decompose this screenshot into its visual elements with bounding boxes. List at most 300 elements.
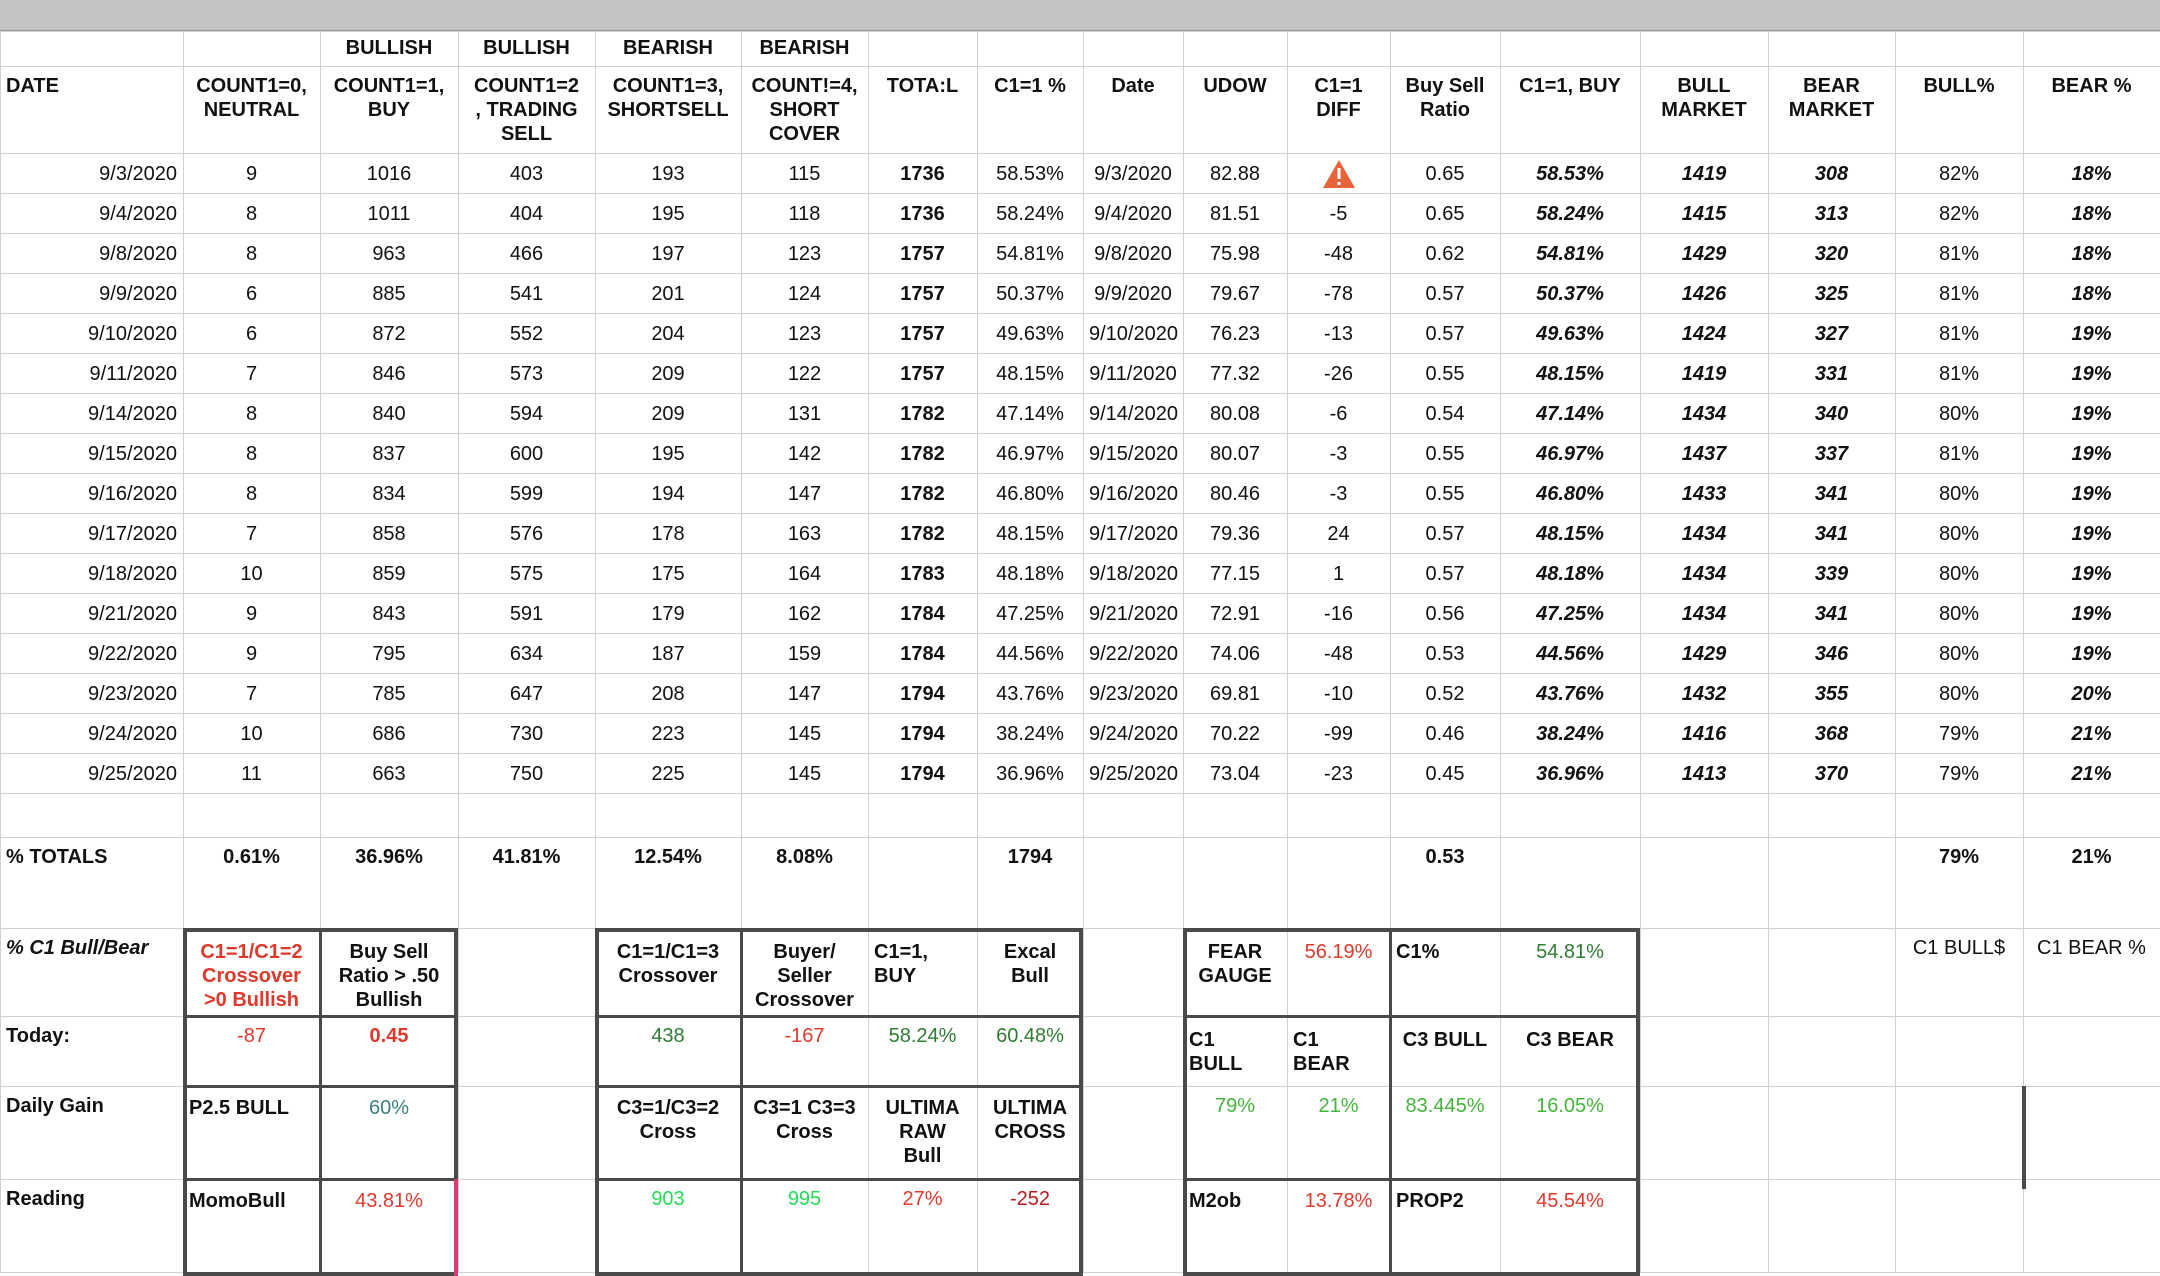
data-cell[interactable]: 1782 [900,403,945,425]
date-cell[interactable]: 9/14/2020 [88,403,177,425]
c3bull-value: 83.445% [1405,1095,1485,1117]
data-cell[interactable]: 80% [1938,523,1980,545]
data-cell[interactable]: 1784 [900,643,945,665]
data-cell[interactable]: 1736 [900,163,945,185]
data-cell[interactable]: 147 [787,683,822,705]
data-cell[interactable]: 9 [245,163,258,185]
data-cell[interactable]: 19% [2071,603,2112,625]
data-cell[interactable]: 859 [372,563,406,585]
data-cell[interactable]: 73.04 [1209,763,1261,785]
data-cell[interactable]: 599 [509,483,544,505]
data-cell[interactable]: 1419 [1681,363,1727,385]
data-cell[interactable]: 164 [787,563,822,585]
data-cell[interactable]: 404 [509,203,544,225]
date-cell[interactable]: 9/18/2020 [88,563,177,585]
data-cell[interactable]: 44.56% [996,643,1064,665]
data-cell[interactable]: 1794 [900,723,945,745]
date-cell[interactable]: 9/3/2020 [99,163,177,185]
data-cell[interactable]: 80% [1938,403,1980,425]
data-cell[interactable]: 9/15/2020 [1089,443,1178,465]
data-cell[interactable]: -78 [1324,283,1353,305]
data-cell[interactable]: 0.55 [1425,363,1465,385]
data-cell[interactable]: 18% [2071,243,2112,265]
data-cell[interactable]: -48 [1324,643,1353,665]
data-cell[interactable]: 9/3/2020 [1094,163,1172,185]
date-cell[interactable]: 9/23/2020 [88,683,177,705]
data-cell[interactable]: 9/14/2020 [1089,403,1178,425]
data-cell[interactable]: 8 [245,483,258,505]
data-cell[interactable]: 74.06 [1209,643,1261,665]
data-cell[interactable]: -3 [1329,443,1348,465]
data-cell[interactable]: 9/16/2020 [1089,483,1178,505]
data-cell[interactable]: 209 [651,403,685,425]
data-cell[interactable]: 9/11/2020 [1089,363,1177,385]
data-cell[interactable]: 76.23 [1209,323,1261,345]
data-cell[interactable]: 600 [509,443,544,465]
date-cell[interactable]: 9/9/2020 [99,283,177,305]
data-cell[interactable]: -99 [1324,723,1353,745]
data-cell[interactable]: 594 [509,403,544,425]
data-cell[interactable]: -10 [1324,683,1353,705]
data-cell[interactable]: 1011 [367,203,411,225]
data-cell[interactable]: 1782 [900,523,945,545]
data-cell[interactable]: 1794 [900,683,945,705]
column-header: BEAR MARKET [1788,75,1875,121]
data-cell[interactable]: 43.76% [1536,683,1604,705]
data-cell[interactable]: 50.37% [996,283,1064,305]
data-cell[interactable]: 541 [509,283,544,305]
data-cell[interactable]: 38.24% [996,723,1064,745]
data-cell[interactable]: 573 [509,363,544,385]
data-cell[interactable]: 131 [787,403,822,425]
data-cell[interactable]: 19% [2071,563,2112,585]
data-cell[interactable]: 1433 [1681,483,1727,505]
data-cell[interactable]: 846 [372,363,406,385]
data-cell[interactable]: 19% [2071,523,2112,545]
data-cell[interactable]: 46.80% [996,483,1064,505]
grid-hline [0,593,2160,594]
data-cell[interactable]: 325 [1814,283,1849,305]
data-cell[interactable]: 46.97% [996,443,1064,465]
grid-hline [0,513,2160,514]
data-cell[interactable]: 795 [372,643,406,665]
date-cell[interactable]: 9/8/2020 [99,243,177,265]
data-cell[interactable]: 18% [2071,203,2112,225]
data-cell[interactable]: 43.76% [996,683,1064,705]
data-cell[interactable]: 48.15% [996,523,1064,545]
data-cell[interactable]: 48.15% [1536,363,1604,385]
data-cell[interactable]: -5 [1329,203,1348,225]
data-cell[interactable]: 370 [1814,763,1849,785]
data-cell[interactable]: 80.46 [1209,483,1261,505]
data-cell[interactable]: 1736 [900,203,945,225]
data-cell[interactable]: 79% [1938,723,1980,745]
data-cell[interactable]: 142 [787,443,822,465]
data-cell[interactable]: 80% [1938,643,1980,665]
p25-label: P2.5 BULL [189,1097,290,1119]
data-cell[interactable]: 46.80% [1536,483,1604,505]
data-cell[interactable]: 1424 [1681,323,1727,345]
c3cross3-value: 995 [787,1188,822,1210]
data-cell[interactable]: 0.54 [1425,403,1465,425]
data-cell[interactable]: 1016 [366,163,412,185]
data-cell[interactable]: 1434 [1681,403,1727,425]
data-cell[interactable]: 80% [1938,603,1980,625]
data-cell[interactable]: 1419 [1681,163,1727,185]
data-cell[interactable]: 750 [509,763,544,785]
data-cell[interactable]: 81% [1938,443,1980,465]
data-cell[interactable]: 48.18% [1536,563,1604,585]
data-cell[interactable]: 75.98 [1209,243,1261,265]
data-cell[interactable]: 80% [1938,683,1980,705]
date-cell[interactable]: 9/25/2020 [88,763,177,785]
column-header: COUNT1=3, SHORTSELL [607,75,729,121]
ucross-label: ULTIMA CROSS [992,1097,1068,1143]
data-cell[interactable]: 124 [787,283,822,305]
data-cell[interactable]: 49.63% [1536,323,1604,345]
data-cell[interactable]: 79.36 [1209,523,1261,545]
data-cell[interactable]: 8 [245,203,258,225]
date-cell[interactable]: 9/10/2020 [88,323,177,345]
data-cell[interactable]: 1794 [900,763,945,785]
data-cell[interactable]: 0.55 [1425,483,1465,505]
grid-hline [0,433,2160,434]
data-cell[interactable]: 0.45 [1425,763,1465,785]
data-cell[interactable]: 0.57 [1425,283,1465,305]
data-cell[interactable]: 647 [509,683,544,705]
data-cell[interactable]: 1 [1332,563,1345,585]
data-cell[interactable]: 175 [651,563,685,585]
data-cell[interactable]: 193 [651,163,685,185]
c3cross2-value: 903 [651,1188,685,1210]
date-cell[interactable]: 9/22/2020 [88,643,177,665]
data-cell[interactable]: 80% [1938,483,1980,505]
data-cell[interactable]: 9 [245,603,258,625]
data-cell[interactable]: 963 [372,243,406,265]
data-cell[interactable]: 843 [372,603,406,625]
data-cell[interactable]: 9/21/2020 [1089,603,1178,625]
grid-hline [0,31,2160,32]
c3cross3-label: C3=1 C3=3 Cross [753,1097,856,1143]
data-cell[interactable]: 19% [2071,403,2112,425]
data-cell[interactable]: 466 [509,243,544,265]
date-cell[interactable]: 9/11/2020 [89,363,177,385]
c1bear-label: C1 BEAR [1293,1029,1350,1075]
data-cell[interactable]: 576 [509,523,544,545]
data-cell[interactable]: 591 [509,603,544,625]
data-cell[interactable]: 340 [1814,403,1849,425]
data-cell[interactable]: 19% [2071,483,2112,505]
data-cell[interactable]: 82% [1938,163,1980,185]
data-cell[interactable]: 123 [787,323,822,345]
data-cell[interactable]: 145 [787,763,822,785]
data-cell[interactable]: 80% [1938,563,1980,585]
data-cell[interactable]: 1416 [1681,723,1727,745]
c1buy-label: C1=1, BUY [874,941,928,987]
data-cell[interactable]: 11 [241,763,262,785]
date-cell[interactable]: 9/24/2020 [88,723,177,745]
data-cell[interactable]: 7 [245,523,258,545]
data-cell[interactable]: 178 [651,523,685,545]
data-cell[interactable]: 162 [787,603,822,625]
date-cell[interactable]: 9/15/2020 [88,443,177,465]
data-cell[interactable]: 6 [245,283,258,305]
data-cell[interactable]: 9/25/2020 [1089,763,1178,785]
data-cell[interactable]: 115 [788,163,821,185]
data-cell[interactable]: 0.57 [1425,563,1465,585]
data-cell[interactable]: 118 [788,203,821,225]
data-cell[interactable]: 9/4/2020 [1094,203,1172,225]
data-cell[interactable]: 204 [651,323,685,345]
column-header: Buy Sell Ratio [1405,75,1485,121]
data-cell[interactable]: 575 [509,563,544,585]
data-cell[interactable]: 0.65 [1425,203,1465,225]
data-cell[interactable]: 19% [2071,443,2112,465]
data-cell[interactable]: 159 [787,643,822,665]
data-cell[interactable]: 47.25% [996,603,1064,625]
c1bull-value: 79% [1214,1095,1256,1117]
data-cell[interactable]: -16 [1324,603,1353,625]
data-cell[interactable]: 1757 [900,323,945,345]
buyer-value: -167 [784,1025,825,1047]
data-cell[interactable]: 145 [787,723,822,745]
data-cell[interactable]: 341 [1814,603,1849,625]
data-cell[interactable]: 1784 [900,603,945,625]
data-cell[interactable]: 79.67 [1209,283,1261,305]
section-header: BULLISH [345,37,433,59]
c1-bull-dollar-label: C1 BULL$ [1912,937,2006,959]
data-cell[interactable]: 36.96% [1536,763,1604,785]
data-cell[interactable]: 840 [372,403,406,425]
data-cell[interactable]: 48.15% [996,363,1064,385]
data-cell[interactable]: 72.91 [1209,603,1261,625]
data-cell[interactable]: 313 [1814,203,1849,225]
data-cell[interactable]: 346 [1814,643,1849,665]
data-cell[interactable]: -48 [1324,243,1353,265]
data-cell[interactable]: 69.81 [1209,683,1261,705]
totals-c1-pct: 1794 [1007,846,1053,868]
data-cell[interactable]: 19% [2071,323,2112,345]
data-cell[interactable]: 1434 [1681,563,1727,585]
data-cell[interactable]: 341 [1814,523,1849,545]
data-cell[interactable]: 24 [1327,523,1350,545]
data-cell[interactable]: 81% [1938,323,1980,345]
data-cell[interactable]: 223 [651,723,685,745]
data-cell[interactable]: -3 [1329,483,1348,505]
data-cell[interactable]: 194 [651,483,685,505]
data-cell[interactable]: 785 [372,683,406,705]
data-cell[interactable]: 0.55 [1425,443,1465,465]
data-cell[interactable]: 1429 [1681,243,1727,265]
data-cell[interactable]: 81.51 [1209,203,1261,225]
data-cell[interactable]: 201 [651,283,685,305]
data-cell[interactable]: 48.15% [1536,523,1604,545]
data-cell[interactable]: 1757 [900,283,945,305]
data-cell[interactable]: 1426 [1681,283,1727,305]
data-cell[interactable]: 163 [787,523,822,545]
data-cell[interactable]: -13 [1324,323,1353,345]
data-cell[interactable]: 858 [372,523,406,545]
indicator-box-2 [595,1272,1083,1276]
data-cell[interactable]: 38.24% [1536,723,1604,745]
data-cell[interactable]: 81% [1938,363,1980,385]
data-cell[interactable]: 20% [2071,683,2112,705]
data-cell[interactable]: 19% [2071,643,2112,665]
data-cell[interactable]: 1757 [900,363,945,385]
data-cell[interactable]: 18% [2071,283,2112,305]
data-cell[interactable]: 147 [787,483,822,505]
data-cell[interactable]: 0.57 [1425,323,1465,345]
data-cell[interactable]: -6 [1329,403,1348,425]
data-cell[interactable]: 58.53% [1536,163,1604,185]
data-cell[interactable]: 7 [245,683,258,705]
data-cell[interactable]: 1434 [1681,523,1727,545]
data-cell[interactable]: 0.52 [1425,683,1465,705]
data-cell[interactable]: 10 [240,563,263,585]
data-cell[interactable]: 80.07 [1209,443,1261,465]
data-cell[interactable]: 9/24/2020 [1089,723,1178,745]
data-cell[interactable]: 686 [372,723,406,745]
data-cell[interactable]: 179 [651,603,685,625]
data-cell[interactable]: 8 [245,443,258,465]
data-cell[interactable]: 44.56% [1536,643,1604,665]
data-cell[interactable]: 58.24% [996,203,1064,225]
data-cell[interactable]: 339 [1814,563,1849,585]
data-cell[interactable]: 9/10/2020 [1089,323,1178,345]
date-cell[interactable]: 9/17/2020 [88,523,177,545]
data-cell[interactable]: 0.57 [1425,523,1465,545]
data-cell[interactable]: 58.24% [1536,203,1604,225]
data-cell[interactable]: 8 [245,403,258,425]
data-cell[interactable]: 0.53 [1425,643,1465,665]
data-cell[interactable]: 9/8/2020 [1094,243,1172,265]
data-cell[interactable]: 885 [372,283,406,305]
data-cell[interactable]: 36.96% [996,763,1064,785]
data-cell[interactable]: 77.32 [1209,363,1261,385]
data-cell[interactable]: 58.53% [996,163,1064,185]
data-cell[interactable]: 81% [1938,243,1980,265]
totals-label: % TOTALS [6,846,108,868]
data-cell[interactable]: 1757 [900,243,945,265]
data-cell[interactable]: 308 [1814,163,1849,185]
data-cell[interactable]: 195 [651,443,685,465]
data-cell[interactable]: 7 [245,363,258,385]
data-cell[interactable]: 195 [651,203,685,225]
date-cell[interactable]: 9/16/2020 [88,483,177,505]
data-cell[interactable]: 834 [372,483,406,505]
data-cell[interactable]: 123 [787,243,822,265]
date-cell[interactable]: 9/21/2020 [88,603,177,625]
data-cell[interactable]: 9/23/2020 [1089,683,1178,705]
data-cell[interactable]: 47.14% [1536,403,1604,425]
data-cell[interactable]: 1413 [1681,763,1727,785]
data-cell[interactable]: 337 [1814,443,1849,465]
data-cell[interactable]: 837 [372,443,406,465]
data-cell[interactable]: 634 [509,643,544,665]
data-cell[interactable]: 50.37% [1536,283,1604,305]
data-cell[interactable]: 552 [509,323,544,345]
data-cell[interactable]: 8 [245,243,258,265]
c1bear-value: 21% [1318,1095,1359,1117]
data-cell[interactable]: 331 [1814,363,1849,385]
data-cell[interactable]: 341 [1814,483,1849,505]
data-cell[interactable]: 320 [1814,243,1849,265]
data-cell[interactable]: 54.81% [996,243,1064,265]
data-cell[interactable]: 368 [1814,723,1849,745]
data-cell[interactable]: 1434 [1681,603,1727,625]
data-cell[interactable]: 54.81% [1536,243,1604,265]
data-cell[interactable]: 187 [651,643,685,665]
data-cell[interactable]: 403 [509,163,544,185]
data-cell[interactable]: -23 [1324,763,1353,785]
data-cell[interactable]: 47.14% [996,403,1064,425]
data-cell[interactable]: 6 [245,323,258,345]
data-cell[interactable]: 9/22/2020 [1089,643,1178,665]
data-cell[interactable]: 81% [1938,283,1980,305]
data-cell[interactable]: 355 [1814,683,1849,705]
data-cell[interactable]: 21% [2071,723,2112,745]
data-cell[interactable]: 82% [1938,203,1980,225]
data-cell[interactable]: 9/9/2020 [1094,283,1172,305]
data-cell[interactable]: 1415 [1681,203,1727,225]
data-cell[interactable]: 1429 [1681,643,1727,665]
data-cell[interactable]: 0.62 [1425,243,1465,265]
data-cell[interactable]: 209 [651,363,685,385]
grid-hline [0,153,2160,154]
data-cell[interactable]: -26 [1324,363,1353,385]
data-cell[interactable]: 0.46 [1425,723,1465,745]
data-cell[interactable]: 82.88 [1209,163,1261,185]
data-cell[interactable]: 1432 [1681,683,1727,705]
data-cell[interactable]: 77.15 [1209,563,1261,585]
data-cell[interactable]: 0.56 [1425,603,1465,625]
data-cell[interactable]: 21% [2071,763,2112,785]
data-cell[interactable]: 1782 [900,443,945,465]
data-cell[interactable]: 49.63% [996,323,1064,345]
data-cell[interactable]: 46.97% [1536,443,1604,465]
data-cell[interactable]: 10 [240,723,263,745]
data-cell[interactable]: 70.22 [1209,723,1261,745]
data-cell[interactable]: 79% [1938,763,1980,785]
data-cell[interactable]: 327 [1814,323,1849,345]
data-cell[interactable]: 122 [787,363,822,385]
data-cell[interactable]: 197 [651,243,685,265]
data-cell[interactable]: 1783 [900,563,945,585]
grid-hline [0,633,2160,634]
data-cell[interactable]: 208 [651,683,685,705]
data-cell[interactable]: 872 [372,323,406,345]
section-header: BEARISH [622,37,713,59]
data-cell[interactable]: 1437 [1681,443,1727,465]
date-cell[interactable]: 9/4/2020 [99,203,177,225]
data-cell[interactable]: 730 [509,723,544,745]
data-cell[interactable]: 1782 [900,483,945,505]
data-cell[interactable]: 18% [2071,163,2112,185]
data-cell[interactable]: 0.65 [1425,163,1465,185]
data-cell[interactable]: 9/18/2020 [1089,563,1178,585]
column-header: BULL MARKET [1661,75,1747,121]
data-cell[interactable]: 19% [2071,363,2112,385]
excal-value: 60.48% [996,1025,1064,1047]
data-cell[interactable]: 663 [372,763,406,785]
data-cell[interactable]: 225 [651,763,685,785]
data-cell[interactable]: 9/17/2020 [1089,523,1178,545]
data-cell[interactable]: 80.08 [1209,403,1261,425]
column-header: DATE [6,75,59,97]
data-cell[interactable]: 9 [245,643,258,665]
data-cell[interactable]: 48.18% [996,563,1064,585]
data-cell[interactable]: 47.25% [1536,603,1604,625]
